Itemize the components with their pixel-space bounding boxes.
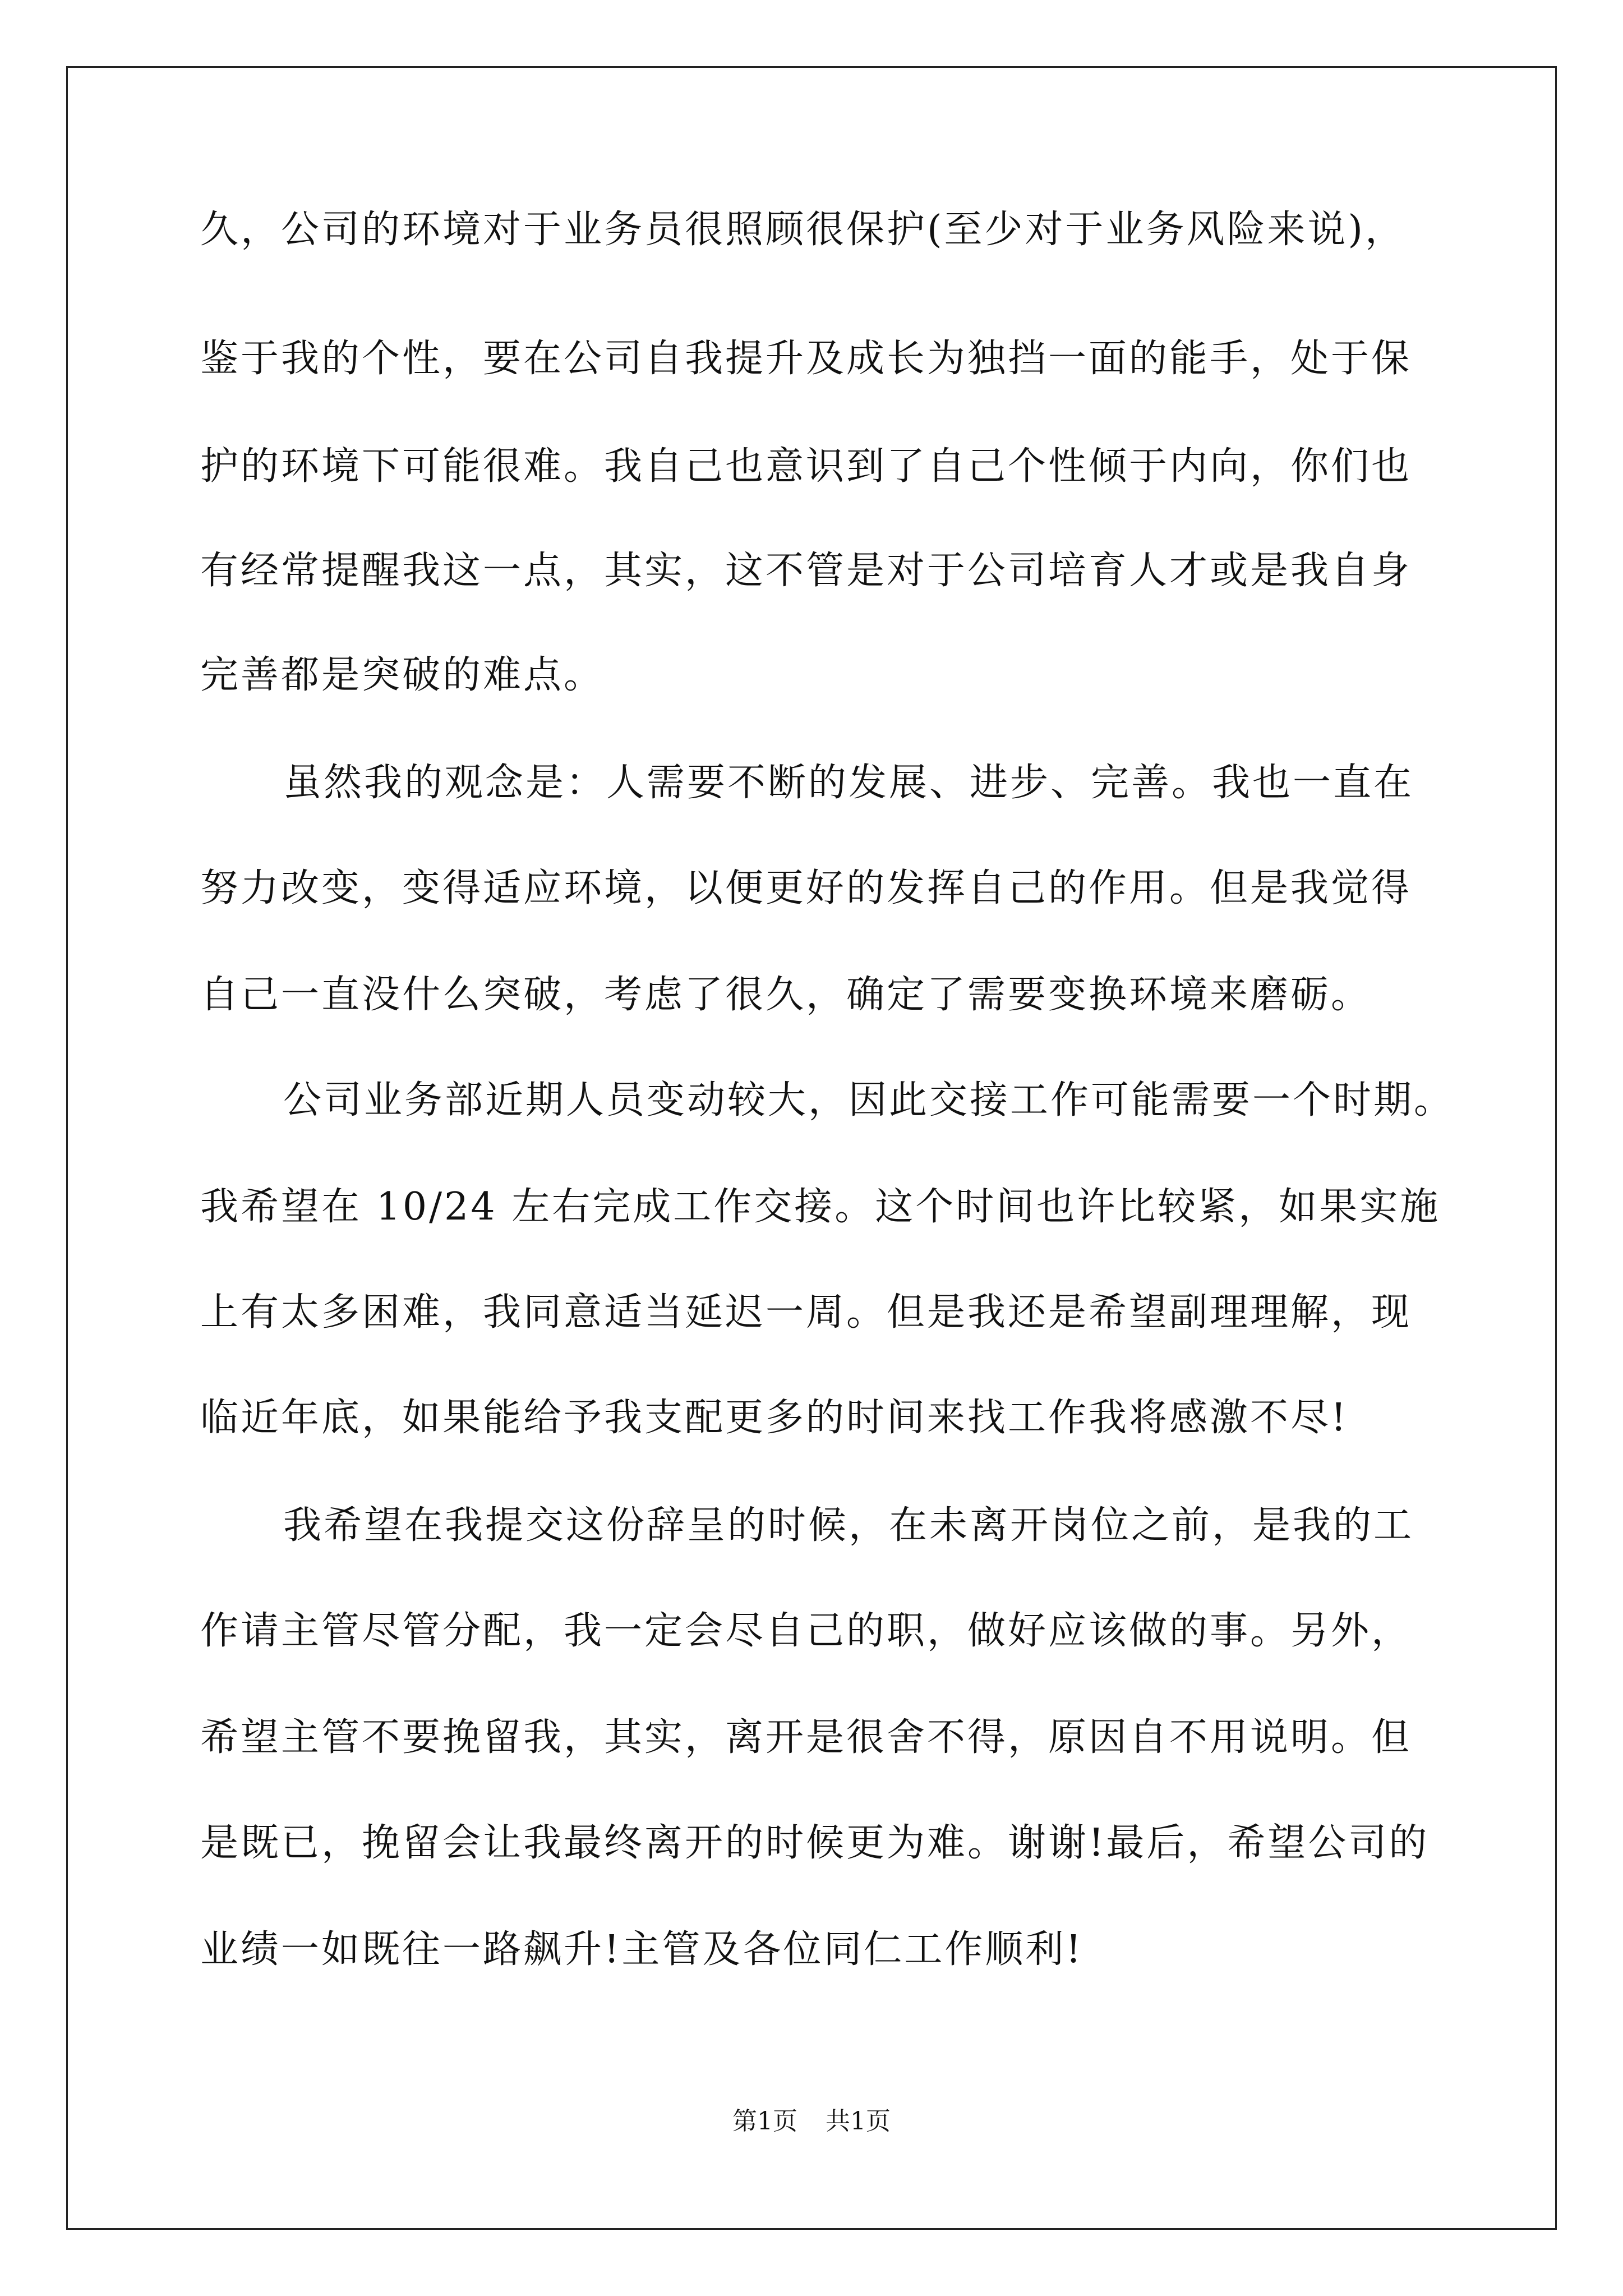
body-line: 努力改变，变得适应环境，以便更好的发挥自己的作用。但是我觉得 — [200, 866, 1412, 910]
body-line: 有经常提醒我这一点，其实，这不管是对于公司培育人才或是我自身 — [200, 549, 1412, 593]
body-line: 护的环境下可能很难。我自己也意识到了自己个性倾于内向，你们也 — [200, 444, 1412, 489]
page-number-current: 第1页 — [732, 2107, 797, 2136]
body-line: 自己一直没什么突破，考虑了很久，确定了需要变换环境来磨砺。 — [200, 973, 1372, 1017]
body-line: 久，公司的环境对于业务员很照顾很保护(至少对于业务风险来说)， — [200, 208, 1406, 252]
paragraph-start-line: 我希望在我提交这份辞呈的时候，在未离开岗位之前，是我的工 — [283, 1503, 1414, 1548]
body-line: 业绩一如既往一路飙升!主管及各位同仁工作顺利! — [200, 1927, 1083, 1972]
paragraph-start-line: 虽然我的观念是：人需要不断的发展、进步、完善。我也一直在 — [283, 761, 1414, 805]
body-line: 是既已，挽留会让我最终离开的时候更为难。谢谢!最后，希望公司的 — [200, 1821, 1430, 1865]
body-line: 完善都是突破的难点。 — [200, 653, 605, 697]
body-line: 我希望在 10/24 左右完成工作交接。这个时间也许比较紧，如果实施 — [200, 1185, 1441, 1229]
page-border — [66, 66, 1557, 2230]
body-line: 鉴于我的个性，要在公司自我提升及成长为独挡一面的能手，处于保 — [200, 337, 1412, 381]
body-line: 临近年底，如果能给予我支配更多的时间来找工作我将感激不尽! — [200, 1396, 1349, 1440]
body-line: 上有太多困难，我同意适当延迟一周。但是我还是希望副理理解，现 — [200, 1290, 1412, 1335]
page-footer — [0, 2107, 1623, 2136]
body-line: 希望主管不要挽留我，其实，离开是很舍不得，原因自不用说明。但 — [200, 1715, 1412, 1760]
page-number-total: 共1页 — [826, 2107, 891, 2136]
paragraph-start-line: 公司业务部近期人员变动较大，因此交接工作可能需要一个时期。 — [283, 1078, 1455, 1122]
body-line: 作请主管尽管分配，我一定会尽自己的职，做好应该做的事。另外， — [200, 1609, 1412, 1653]
